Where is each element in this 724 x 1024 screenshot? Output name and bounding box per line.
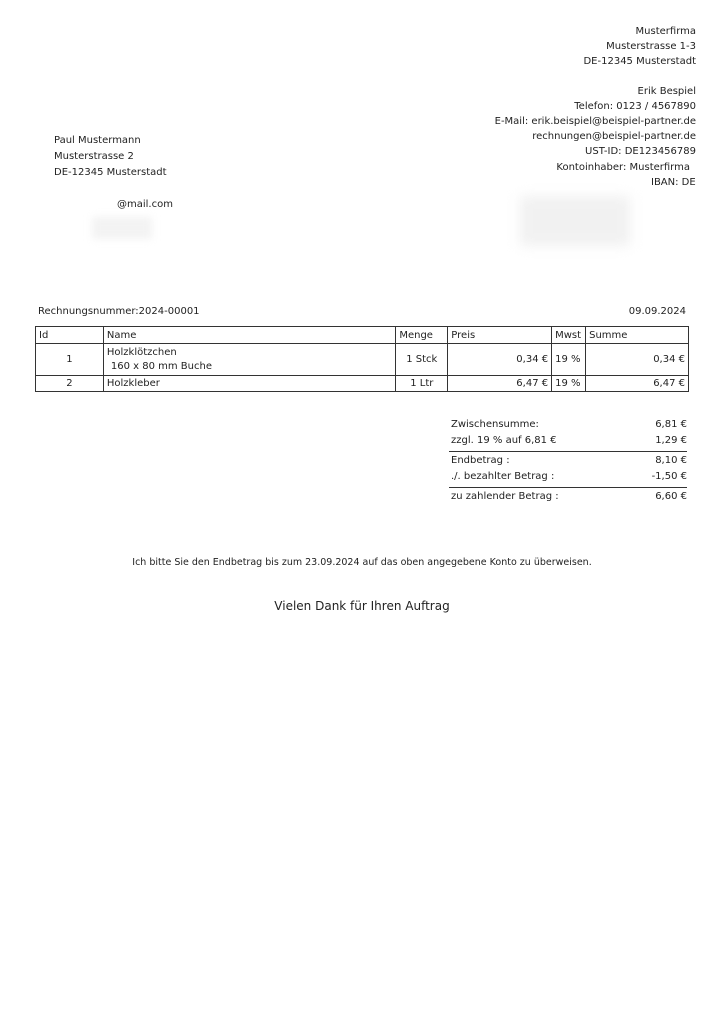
totals-block	[449, 417, 687, 505]
cell-price: 6,47 €	[448, 376, 552, 392]
cell-vat: 19 %	[552, 344, 586, 376]
cell-name	[103, 344, 395, 376]
due-value: 6,60 €	[655, 491, 687, 502]
cell-id: 2	[36, 376, 104, 392]
subtotal-row	[449, 417, 687, 433]
sender-invoice-email: rechnungen@beispiel-partner.de	[532, 131, 696, 143]
paid-label: ./. bezahlter Betrag :	[451, 471, 555, 482]
invoice-date: 09.09.2024	[628, 306, 686, 317]
paid-value: -1,50 €	[651, 471, 687, 482]
subtotal-label: Zwischensumme:	[451, 419, 539, 430]
redaction-blur	[92, 217, 152, 239]
sender-address-block: Musterfirma Musterstrasse 1-3 DE-12345 Musterstadt Erik Bespiel Telefon: 0123 / 4567890 E-Mail: erik.beispiel@beispiel-partner.de rechnungen@beispiel-partner.de UST-ID: DE123456789 Kontoinhaber: Musterfirma IBAN: DE	[494, 26, 696, 188]
table-header-row	[36, 327, 689, 344]
due-label: zu zahlender Betrag :	[451, 491, 559, 502]
totals-divider	[449, 451, 687, 452]
recipient-email: @mail.com	[117, 199, 173, 210]
table-row	[36, 376, 689, 392]
sender-email: E-Mail: erik.beispiel@beispiel-partner.de	[494, 116, 696, 128]
recipient-city: DE-12345 Musterstadt	[54, 167, 167, 178]
cell-sum: 0,34 €	[586, 344, 689, 376]
col-header-sum: Summe	[586, 327, 689, 344]
col-header-name: Name	[103, 327, 395, 344]
recipient-address-block	[54, 133, 167, 181]
sender-contact: Erik Bespiel	[637, 85, 696, 97]
col-header-id: Id	[36, 327, 104, 344]
final-label: Endbetrag :	[451, 455, 510, 466]
vat-value: 1,29 €	[655, 435, 687, 446]
totals-divider	[449, 487, 687, 488]
cell-price: 0,34 €	[448, 344, 552, 376]
sender-street: Musterstrasse 1-3	[606, 41, 696, 53]
paid-row	[449, 469, 687, 485]
sender-company: Musterfirma	[635, 26, 696, 37]
sender-phone: Telefon: 0123 / 4567890	[574, 100, 696, 112]
cell-quantity: 1 Stck	[396, 344, 448, 376]
cell-id: 1	[36, 344, 104, 376]
final-row	[449, 453, 687, 469]
sender-vat-id: UST-ID: DE123456789	[585, 146, 696, 158]
cell-name: Holzkleber	[103, 376, 395, 392]
col-header-quantity: Menge	[396, 327, 448, 344]
cell-quantity: 1 Ltr	[396, 376, 448, 392]
sender-city: DE-12345 Musterstadt	[583, 56, 696, 68]
recipient-street: Musterstrasse 2	[54, 151, 134, 162]
col-header-vat: Mwst	[552, 327, 586, 344]
due-row	[449, 489, 687, 505]
sender-account-holder: Kontoinhaber: Musterfirma	[556, 161, 690, 173]
table-row	[36, 344, 689, 376]
recipient-name: Paul Mustermann	[54, 135, 141, 146]
vat-label: zzgl. 19 % auf 6,81 €	[451, 435, 557, 446]
subtotal-value: 6,81 €	[655, 419, 687, 430]
redaction-blur	[520, 196, 630, 246]
item-name: Holzklötzchen	[106, 347, 177, 358]
invoice-number: Rechnungsnummer:2024-00001	[38, 306, 200, 317]
invoice-items-table	[35, 326, 689, 392]
cell-sum: 6,47 €	[586, 376, 689, 392]
thank-you-text: Vielen Dank für Ihren Auftrag	[274, 599, 450, 613]
vat-row	[449, 433, 687, 449]
cell-vat: 19 %	[552, 376, 586, 392]
col-header-price: Preis	[448, 327, 552, 344]
final-value: 8,10 €	[655, 455, 687, 466]
item-detail: 160 x 80 mm Buche	[110, 361, 212, 372]
payment-note: Ich bitte Sie den Endbetrag bis zum 23.09.2024 auf das oben angegebene Konto zu überweisen.	[132, 557, 592, 568]
